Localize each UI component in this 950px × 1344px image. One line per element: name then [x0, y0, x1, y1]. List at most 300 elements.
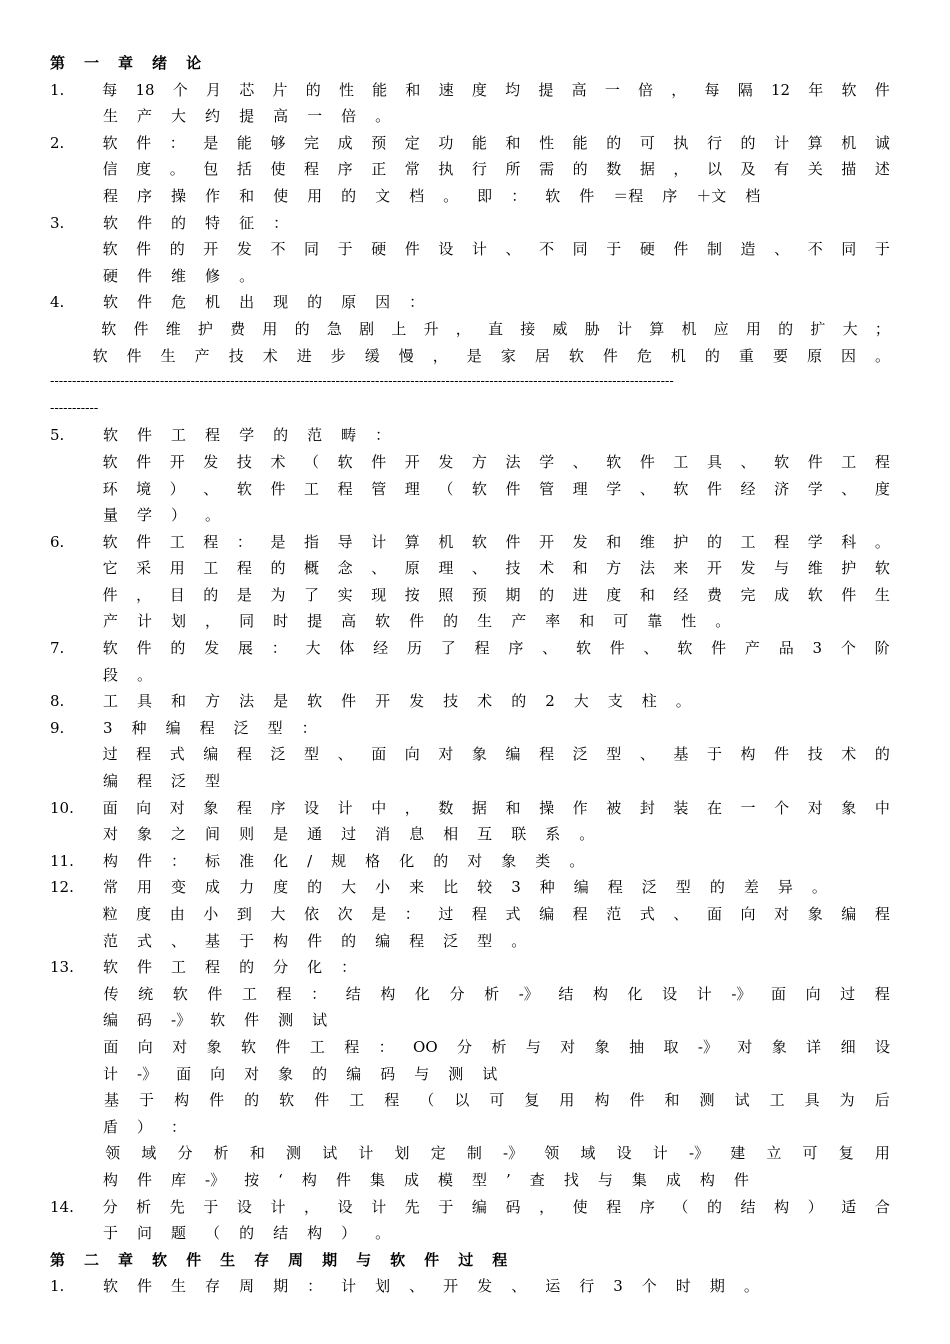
- text-token: 升: [423, 319, 439, 338]
- text-token: 程: [874, 984, 890, 1003]
- list-item-continuation: [50, 555, 890, 582]
- text-token: 开: [706, 559, 722, 578]
- text-token: 件: [602, 346, 618, 365]
- text-token: 术: [841, 745, 857, 764]
- list-item: [50, 635, 890, 662]
- text-token: -》: [518, 984, 539, 1003]
- text-token: 化: [414, 984, 430, 1003]
- text-token: 提: [307, 612, 323, 631]
- text-token: 和: [639, 585, 655, 604]
- text-token: 互: [477, 825, 493, 844]
- text-token: 体: [339, 639, 355, 658]
- text-token: 成: [665, 1170, 681, 1189]
- text-token: 对: [438, 745, 454, 764]
- text-token: 存: [205, 1277, 221, 1296]
- text-token: 护: [841, 559, 857, 578]
- text-token: 软: [103, 958, 119, 977]
- text-token: 软: [807, 585, 823, 604]
- text-token: 复: [838, 1144, 854, 1163]
- text-token: 术: [539, 559, 555, 578]
- text-token: 目: [169, 585, 185, 604]
- text-token: 同: [304, 240, 320, 259]
- text-token: 管: [539, 479, 555, 498]
- text-token: 学: [539, 452, 555, 471]
- text-token: 为: [270, 585, 286, 604]
- text-token: 。: [375, 1224, 391, 1243]
- text-token: 以: [706, 160, 722, 179]
- text-token: 象: [841, 798, 857, 817]
- text-token: 向: [136, 798, 152, 817]
- text-token: 所: [505, 160, 521, 179]
- text-token: 析: [136, 1197, 152, 1216]
- text-token: 型: [205, 772, 221, 791]
- list-item: [50, 422, 890, 449]
- text-token: ：: [375, 426, 391, 445]
- text-token: 的: [305, 80, 321, 99]
- text-token: 型: [606, 745, 622, 764]
- text-token: 能: [372, 80, 388, 99]
- text-token: 硬: [103, 266, 119, 285]
- text-token: 开: [443, 1277, 459, 1296]
- text-token: 软: [102, 452, 118, 471]
- text-token: 发: [438, 452, 454, 471]
- item-number: 4.: [50, 293, 65, 312]
- text-token: 数: [438, 798, 454, 817]
- text-token: 。: [443, 186, 459, 205]
- text-token: 均: [505, 80, 521, 99]
- text-token: 特: [205, 213, 221, 232]
- text-token: 12: [770, 80, 791, 99]
- text-token: 型: [675, 878, 691, 897]
- text-token: 每: [102, 80, 118, 99]
- text-token: 软: [390, 1250, 406, 1269]
- text-token: 程: [199, 718, 215, 737]
- text-token: 件: [137, 266, 153, 285]
- text-token: 析: [484, 984, 500, 1003]
- text-token: 每: [704, 80, 720, 99]
- text-token: 件: [244, 1011, 260, 1030]
- text-token: 、: [203, 479, 219, 498]
- text-token: 、: [774, 240, 790, 259]
- text-token: 期: [322, 1250, 338, 1269]
- text-token: 软: [774, 452, 790, 471]
- text-token: 操: [539, 798, 555, 817]
- text-token: 测: [448, 1064, 464, 1083]
- text-token: 程: [205, 958, 221, 977]
- text-token: 缓: [364, 346, 380, 365]
- text-token: 高: [571, 80, 587, 99]
- text-token: 设: [616, 1144, 632, 1163]
- text-token: 结: [558, 984, 574, 1003]
- text-token: 面: [706, 905, 722, 923]
- text-token: 对: [467, 851, 483, 870]
- text-token: 软: [152, 1250, 168, 1269]
- text-token: 危: [171, 293, 187, 312]
- text-token: 构: [273, 931, 289, 950]
- item-number: 14.: [50, 1197, 74, 1216]
- text-token: 度: [606, 585, 622, 604]
- text-token: 因: [375, 293, 391, 312]
- text-token: 构: [699, 1170, 715, 1189]
- text-token: 同: [239, 612, 255, 631]
- text-token: 计: [616, 319, 632, 338]
- text-token: 一: [604, 80, 620, 99]
- list-item: [50, 688, 890, 715]
- text-token: 联: [511, 825, 527, 844]
- text-token: 工: [171, 958, 187, 977]
- text-token: 和: [664, 1091, 680, 1110]
- text-token: 使: [572, 1197, 588, 1216]
- list-item: [50, 795, 890, 822]
- text-token: 域: [580, 1144, 596, 1163]
- text-token: 科: [841, 532, 857, 551]
- chapter-heading: [50, 50, 890, 77]
- text-token: 按: [404, 585, 420, 604]
- text-token: 码: [505, 1197, 521, 1216]
- text-token: 软: [568, 346, 584, 365]
- text-token: 定: [430, 1144, 446, 1163]
- text-token: 型: [477, 931, 493, 950]
- text-token: 软: [545, 186, 561, 205]
- text-token: 于: [139, 1091, 155, 1110]
- text-token: -》: [731, 984, 752, 1003]
- text-token: 的: [606, 133, 622, 152]
- list-item-continuation: [50, 1114, 890, 1141]
- text-token: 计: [337, 798, 353, 817]
- text-token: ：: [409, 293, 425, 312]
- text-token: 计: [696, 984, 712, 1003]
- text-token: 化: [307, 958, 323, 977]
- text-token: 档: [745, 186, 761, 205]
- item-number: 7.: [50, 639, 65, 658]
- text-token: 包: [203, 160, 219, 179]
- text-token: 急: [326, 319, 342, 338]
- text-token: 个: [774, 798, 790, 817]
- list-item-continuation: [50, 582, 890, 609]
- text-token: 软: [103, 1277, 119, 1296]
- text-token: 。: [205, 506, 221, 525]
- text-token: （: [419, 1091, 435, 1110]
- text-token: 试: [482, 1064, 498, 1083]
- text-token: 件: [102, 585, 118, 604]
- text-token: 学: [807, 479, 823, 498]
- text-token: 和: [249, 1144, 265, 1163]
- text-token: 大: [270, 905, 286, 923]
- text-token: 软: [102, 639, 118, 658]
- text-token: 用: [745, 319, 761, 338]
- text-token: 开: [375, 692, 391, 711]
- text-token: 大: [341, 878, 357, 897]
- text-token: 预: [471, 585, 487, 604]
- text-token: 具: [706, 452, 722, 471]
- text-token: 计: [270, 1197, 286, 1216]
- text-token: 论: [186, 54, 202, 72]
- text-token: （: [673, 1197, 689, 1216]
- text-token: 由: [169, 905, 185, 923]
- text-token: 使: [273, 186, 289, 205]
- text-token: 程: [539, 745, 555, 764]
- text-token: 程: [236, 745, 252, 764]
- text-token: 相: [443, 825, 459, 844]
- text-token: 居: [534, 346, 550, 365]
- text-token: 3: [103, 718, 113, 737]
- text-token: 度: [471, 80, 487, 99]
- text-token: 设: [438, 240, 454, 259]
- text-token: ：: [307, 1277, 323, 1296]
- text-token: 行: [579, 1277, 595, 1296]
- text-token: 工: [309, 1037, 325, 1056]
- text-token: 产: [744, 639, 760, 658]
- text-token: 软: [677, 639, 693, 658]
- text-token: 了: [304, 585, 320, 604]
- text-token: 件: [209, 1091, 225, 1110]
- text-token: 式: [137, 931, 153, 950]
- text-token: 上: [391, 319, 407, 338]
- text-token: 括: [236, 160, 252, 179]
- text-token: 软: [103, 213, 119, 232]
- list-item-continuation: [50, 316, 890, 343]
- text-token: 接: [520, 319, 536, 338]
- text-token: 念: [337, 559, 353, 578]
- text-token: 件: [270, 479, 286, 498]
- text-token: 成: [403, 1170, 419, 1189]
- text-token: 的: [307, 878, 323, 897]
- text-token: 提: [538, 80, 554, 99]
- text-token: 与: [414, 1064, 430, 1083]
- text-token: 程: [136, 745, 152, 764]
- text-token: 划: [394, 1144, 410, 1163]
- text-token: 的: [171, 213, 187, 232]
- text-token: ‘: [278, 1170, 283, 1189]
- list-item-continuation: [50, 821, 890, 848]
- text-token: 制: [706, 240, 722, 259]
- text-token: 算: [404, 532, 420, 551]
- text-token: 它: [102, 559, 118, 578]
- text-token: ；: [874, 319, 890, 338]
- text-token: 划: [375, 1277, 391, 1296]
- list-item-continuation: [50, 236, 890, 263]
- text-token: 计: [652, 1144, 668, 1163]
- text-token: -》: [171, 1011, 192, 1030]
- text-token: 和: [405, 80, 421, 99]
- text-token: 的: [170, 639, 186, 658]
- text-token: 技: [807, 745, 823, 764]
- item-number: 3.: [50, 213, 65, 232]
- text-token: 费: [706, 585, 722, 604]
- text-token: 为: [839, 1091, 855, 1110]
- text-token: 片: [272, 80, 288, 99]
- text-token: 照: [438, 585, 454, 604]
- text-token: ：: [341, 958, 357, 977]
- text-token: 编: [573, 878, 589, 897]
- text-token: 工: [740, 532, 756, 551]
- text-token: 进: [572, 585, 588, 604]
- text-token: 计: [471, 240, 487, 259]
- text-token: 、: [841, 479, 857, 498]
- text-token: 于: [606, 240, 622, 259]
- text-token: 小: [375, 878, 391, 897]
- text-token: 、: [643, 639, 659, 658]
- text-token: 先: [169, 1197, 185, 1216]
- text-token: 和: [505, 133, 521, 152]
- text-token: 过: [840, 984, 856, 1003]
- text-token: 于: [203, 1197, 219, 1216]
- text-token: 软: [471, 532, 487, 551]
- text-token: 的: [539, 585, 555, 604]
- text-token: 变: [171, 878, 187, 897]
- text-token: 立: [766, 1144, 782, 1163]
- text-token: 异: [777, 878, 793, 897]
- text-token: 计: [358, 1144, 374, 1163]
- text-token: 、: [505, 240, 521, 259]
- text-token: 程: [344, 1037, 360, 1056]
- separator-line: -----------: [50, 400, 99, 416]
- text-token: 对: [807, 798, 823, 817]
- text-token: 式: [639, 905, 655, 923]
- text-token: 。: [579, 825, 595, 844]
- text-token: 计: [371, 532, 387, 551]
- text-token: 产: [511, 612, 527, 631]
- text-token: 计: [774, 133, 790, 152]
- list-item-continuation: [50, 156, 890, 183]
- text-token: 基: [673, 745, 689, 764]
- text-token: 、: [371, 559, 387, 578]
- text-token: 2: [545, 692, 555, 711]
- text-token: 的: [312, 1064, 328, 1083]
- text-token: 软: [471, 479, 487, 498]
- text-token: 软: [102, 240, 118, 259]
- text-token: 泛: [233, 718, 249, 737]
- text-token: 提: [239, 107, 255, 126]
- text-token: 件: [335, 1170, 351, 1189]
- text-token: 分: [449, 984, 465, 1003]
- text-token: 软: [575, 639, 591, 658]
- text-token: 中: [874, 798, 890, 817]
- text-token: 计: [103, 1064, 119, 1083]
- text-token: 机: [670, 346, 686, 365]
- text-token: 程: [474, 639, 490, 658]
- text-token: 经: [740, 479, 756, 498]
- text-token: 第: [50, 54, 66, 72]
- text-token: 数: [606, 160, 622, 179]
- text-token: 适: [841, 1197, 857, 1216]
- text-token: 比: [443, 878, 459, 897]
- text-token: 了: [440, 639, 456, 658]
- text-token: 和: [505, 798, 521, 817]
- text-token: 件: [137, 958, 153, 977]
- text-token: 件: [841, 585, 857, 604]
- text-token: 及: [740, 160, 756, 179]
- text-token: 靠: [647, 612, 663, 631]
- text-token: 直: [488, 319, 504, 338]
- text-token: 件: [137, 426, 153, 445]
- text-token: 品: [778, 639, 794, 658]
- list-item-continuation: [50, 103, 890, 130]
- text-token: 度: [874, 479, 890, 498]
- text-token: 件: [874, 80, 890, 99]
- text-token: 泛: [572, 745, 588, 764]
- text-token: 关: [807, 160, 823, 179]
- text-token: ＝程: [613, 186, 644, 205]
- text-token: 泛: [171, 772, 187, 791]
- text-token: 完: [740, 585, 756, 604]
- text-token: 隔: [737, 80, 753, 99]
- text-token: 对: [737, 1037, 753, 1056]
- text-token: 产: [194, 346, 210, 365]
- text-token: 工: [349, 1091, 365, 1110]
- text-token: -》: [503, 1144, 524, 1163]
- text-token: 。: [715, 612, 731, 631]
- text-token: 软: [101, 319, 117, 338]
- text-token: 算: [649, 319, 665, 338]
- text-token: ，: [673, 160, 689, 179]
- text-token: 测: [699, 1091, 715, 1110]
- text-token: 库: [171, 1170, 187, 1189]
- text-token: 软: [103, 426, 119, 445]
- list-item: [50, 954, 890, 981]
- text-token: 件: [579, 186, 595, 205]
- text-token: 发: [203, 452, 219, 471]
- text-token: 域: [141, 1144, 157, 1163]
- text-token: 性: [681, 612, 697, 631]
- text-token: 件: [733, 1170, 749, 1189]
- list-item: [50, 130, 890, 157]
- text-token: 统: [138, 984, 154, 1003]
- text-token: 可: [489, 1091, 505, 1110]
- text-token: 程: [874, 905, 890, 923]
- text-token: 生: [160, 346, 176, 365]
- text-token: 粒: [102, 905, 118, 923]
- list-item-continuation: [50, 1087, 890, 1114]
- list-item-continuation: [50, 449, 890, 476]
- text-token: 要: [772, 346, 788, 365]
- text-token: 术: [477, 692, 493, 711]
- text-token: 发: [204, 639, 220, 658]
- text-token: 用: [169, 559, 185, 578]
- text-token: 件: [307, 931, 323, 950]
- text-token: 发: [572, 532, 588, 551]
- text-token: 通: [307, 825, 323, 844]
- text-token: 过: [458, 1250, 474, 1269]
- text-token: 于: [337, 240, 353, 259]
- text-token: 理: [404, 479, 420, 498]
- text-token: 于: [874, 240, 890, 259]
- text-token: 基: [205, 931, 221, 950]
- text-token: 年: [808, 80, 824, 99]
- text-token: 工: [241, 984, 257, 1003]
- text-token: 编: [346, 1064, 362, 1083]
- text-token: 是: [273, 692, 289, 711]
- text-token: 法: [239, 692, 255, 711]
- text-token: 对: [774, 905, 790, 923]
- text-token: 的: [273, 426, 289, 445]
- text-token: ：: [404, 905, 420, 923]
- text-token: 预: [371, 133, 387, 152]
- text-token: 软: [92, 346, 108, 365]
- text-token: 二: [84, 1250, 100, 1269]
- text-token: 、: [511, 1277, 527, 1296]
- text-token: 件: [341, 692, 357, 711]
- text-token: 对: [103, 825, 119, 844]
- text-token: 结: [273, 1224, 289, 1243]
- text-token: 开: [203, 240, 219, 259]
- text-token: 学: [239, 426, 255, 445]
- list-item-continuation: [50, 1167, 890, 1194]
- text-token: 够: [270, 133, 286, 152]
- text-token: 的: [244, 1091, 260, 1110]
- text-token: 面: [371, 745, 387, 764]
- text-token: 构: [592, 984, 608, 1003]
